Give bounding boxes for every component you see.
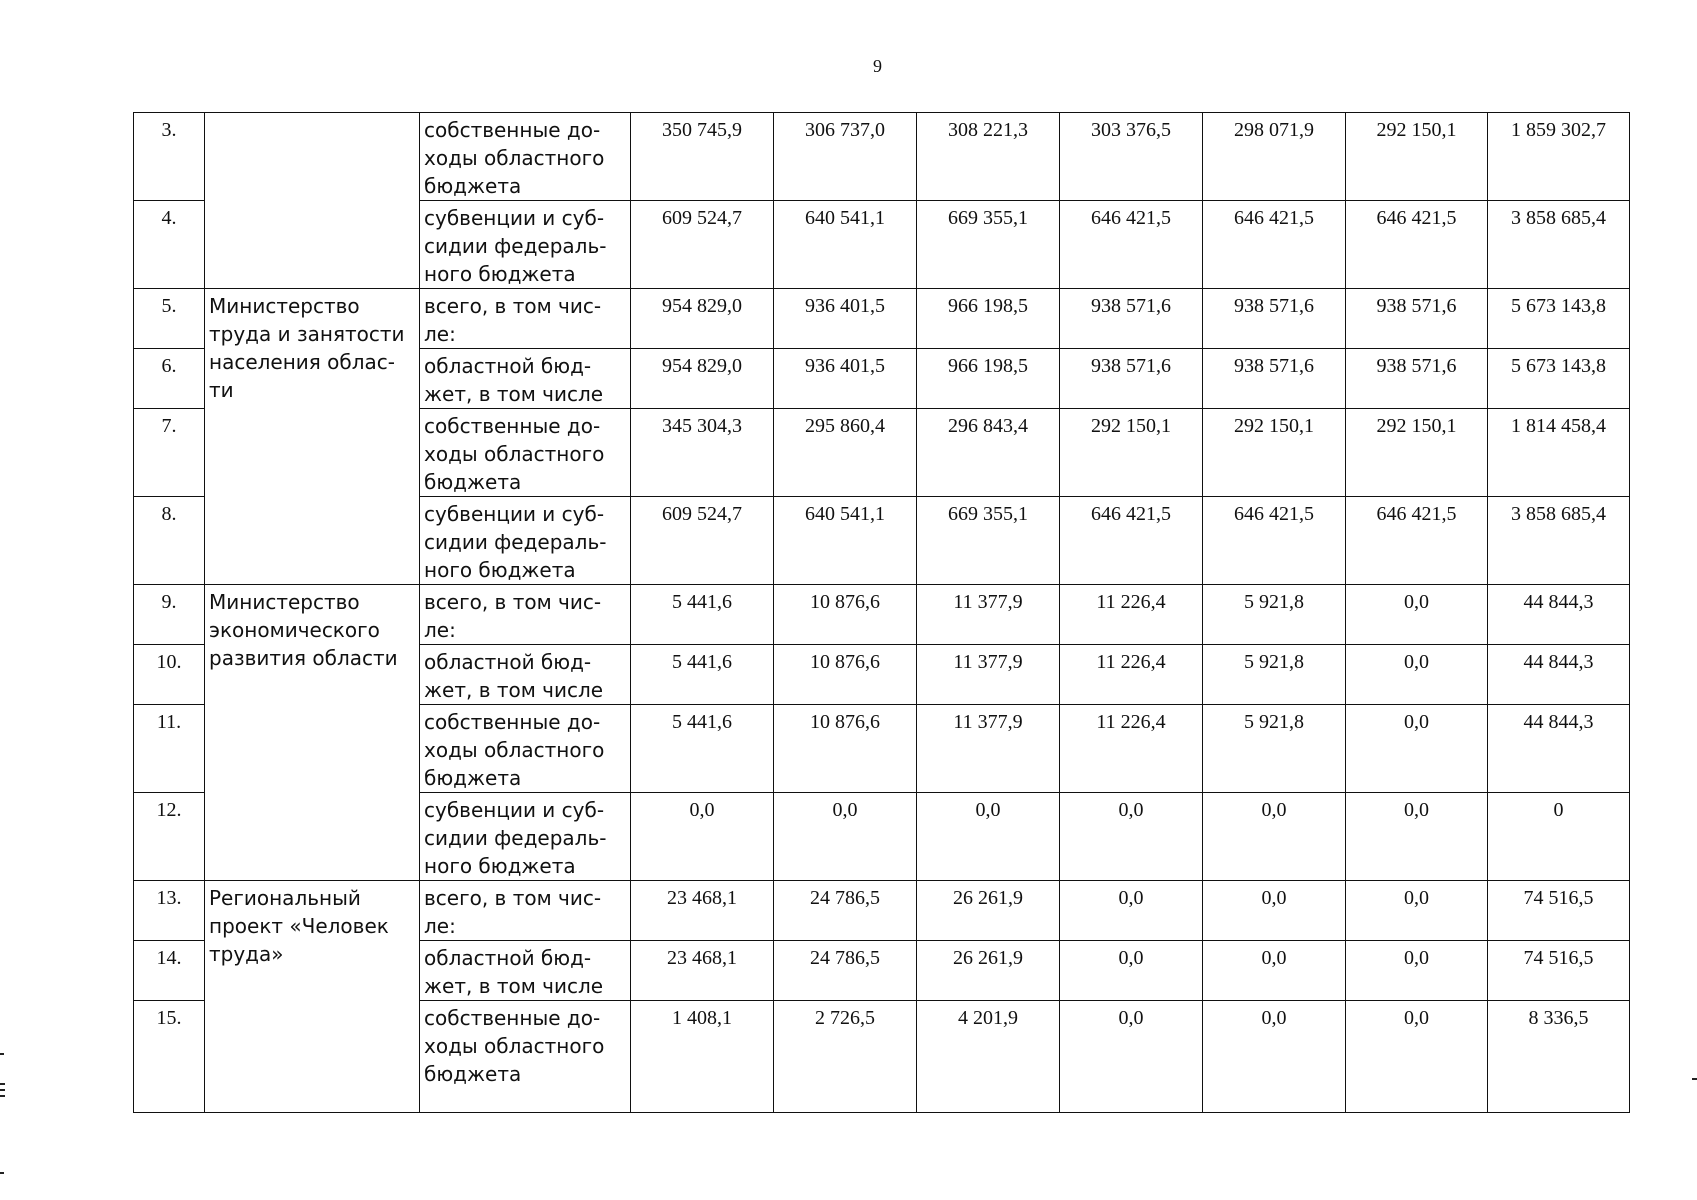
value-year-6: 938 571,6 bbox=[1346, 289, 1488, 349]
value-year-2: 640 541,1 bbox=[774, 497, 917, 585]
value-year-3: 669 355,1 bbox=[917, 497, 1060, 585]
value-year-4: 0,0 bbox=[1060, 793, 1203, 881]
value-year-2: 936 401,5 bbox=[774, 349, 917, 409]
value-year-4: 11 226,4 bbox=[1060, 585, 1203, 645]
scan-mark bbox=[1692, 1078, 1697, 1080]
value-year-5: 298 071,9 bbox=[1203, 113, 1346, 201]
value-year-6: 0,0 bbox=[1346, 1001, 1488, 1113]
row-number: 12. bbox=[134, 793, 205, 881]
value-total: 1 859 302,7 bbox=[1488, 113, 1630, 201]
value-total: 8 336,5 bbox=[1488, 1001, 1630, 1113]
value-year-4: 303 376,5 bbox=[1060, 113, 1203, 201]
page-number: 9 bbox=[873, 56, 882, 76]
value-year-3: 669 355,1 bbox=[917, 201, 1060, 289]
scan-mark bbox=[0, 1089, 5, 1091]
organization-cell bbox=[205, 113, 420, 289]
value-total: 74 516,5 bbox=[1488, 941, 1630, 1001]
value-year-1: 1 408,1 bbox=[631, 1001, 774, 1113]
row-number: 7. bbox=[134, 409, 205, 497]
value-year-4: 292 150,1 bbox=[1060, 409, 1203, 497]
value-year-4: 0,0 bbox=[1060, 1001, 1203, 1113]
row-number: 14. bbox=[134, 941, 205, 1001]
value-year-6: 0,0 bbox=[1346, 705, 1488, 793]
value-year-5: 5 921,8 bbox=[1203, 705, 1346, 793]
value-year-2: 640 541,1 bbox=[774, 201, 917, 289]
row-number: 3. bbox=[134, 113, 205, 201]
value-year-6: 0,0 bbox=[1346, 645, 1488, 705]
funding-source: областной бюд-жет, в том числе bbox=[420, 941, 631, 1001]
value-year-5: 938 571,6 bbox=[1203, 289, 1346, 349]
value-year-2: 24 786,5 bbox=[774, 881, 917, 941]
value-total: 5 673 143,8 bbox=[1488, 349, 1630, 409]
value-total: 5 673 143,8 bbox=[1488, 289, 1630, 349]
value-year-1: 5 441,6 bbox=[631, 585, 774, 645]
value-year-1: 609 524,7 bbox=[631, 201, 774, 289]
value-year-1: 23 468,1 bbox=[631, 941, 774, 1001]
row-number: 9. bbox=[134, 585, 205, 645]
organization-cell: Министерство экономического развития области bbox=[205, 585, 420, 881]
value-year-6: 0,0 bbox=[1346, 793, 1488, 881]
value-year-4: 646 421,5 bbox=[1060, 201, 1203, 289]
scan-mark bbox=[0, 1172, 4, 1174]
funding-source: собственные до-ходы областного бюджета bbox=[420, 113, 631, 201]
value-year-5: 646 421,5 bbox=[1203, 497, 1346, 585]
funding-source: всего, в том чис-ле: bbox=[420, 881, 631, 941]
funding-source: собственные до-ходы областного бюджета bbox=[420, 705, 631, 793]
row-number: 8. bbox=[134, 497, 205, 585]
value-year-5: 5 921,8 bbox=[1203, 585, 1346, 645]
value-year-4: 938 571,6 bbox=[1060, 289, 1203, 349]
value-year-2: 295 860,4 bbox=[774, 409, 917, 497]
funding-source: субвенции и суб-сидии федераль-ного бюджета bbox=[420, 793, 631, 881]
value-year-2: 936 401,5 bbox=[774, 289, 917, 349]
funding-source: областной бюд-жет, в том числе bbox=[420, 645, 631, 705]
budget-table bbox=[133, 112, 1630, 1113]
value-year-2: 306 737,0 bbox=[774, 113, 917, 201]
funding-source: субвенции и суб-сидии федераль-ного бюджета bbox=[420, 497, 631, 585]
funding-source: всего, в том чис-ле: bbox=[420, 289, 631, 349]
value-year-1: 345 304,3 bbox=[631, 409, 774, 497]
value-year-5: 646 421,5 bbox=[1203, 201, 1346, 289]
value-year-1: 0,0 bbox=[631, 793, 774, 881]
table-row bbox=[134, 585, 1630, 645]
value-year-6: 292 150,1 bbox=[1346, 409, 1488, 497]
organization-cell: Региональный проект «Человек труда» bbox=[205, 881, 420, 1113]
value-year-3: 966 198,5 bbox=[917, 289, 1060, 349]
value-year-1: 350 745,9 bbox=[631, 113, 774, 201]
value-year-2: 0,0 bbox=[774, 793, 917, 881]
value-year-2: 10 876,6 bbox=[774, 585, 917, 645]
value-year-4: 646 421,5 bbox=[1060, 497, 1203, 585]
value-year-6: 0,0 bbox=[1346, 941, 1488, 1001]
funding-source: областной бюд-жет, в том числе bbox=[420, 349, 631, 409]
value-year-4: 938 571,6 bbox=[1060, 349, 1203, 409]
row-number: 15. bbox=[134, 1001, 205, 1113]
value-year-4: 11 226,4 bbox=[1060, 645, 1203, 705]
value-total: 1 814 458,4 bbox=[1488, 409, 1630, 497]
scan-mark bbox=[0, 1053, 4, 1055]
row-number: 11. bbox=[134, 705, 205, 793]
value-total: 74 516,5 bbox=[1488, 881, 1630, 941]
value-year-1: 5 441,6 bbox=[631, 645, 774, 705]
value-year-3: 308 221,3 bbox=[917, 113, 1060, 201]
value-year-6: 646 421,5 bbox=[1346, 201, 1488, 289]
row-number: 4. bbox=[134, 201, 205, 289]
value-year-2: 10 876,6 bbox=[774, 705, 917, 793]
value-year-1: 5 441,6 bbox=[631, 705, 774, 793]
value-year-3: 11 377,9 bbox=[917, 705, 1060, 793]
value-year-3: 26 261,9 bbox=[917, 941, 1060, 1001]
value-year-6: 0,0 bbox=[1346, 585, 1488, 645]
row-number: 10. bbox=[134, 645, 205, 705]
value-year-2: 10 876,6 bbox=[774, 645, 917, 705]
table-row bbox=[134, 289, 1630, 349]
funding-source: собственные до-ходы областного бюджета bbox=[420, 1001, 631, 1113]
value-year-3: 0,0 bbox=[917, 793, 1060, 881]
value-year-5: 938 571,6 bbox=[1203, 349, 1346, 409]
value-year-5: 0,0 bbox=[1203, 1001, 1346, 1113]
value-total: 44 844,3 bbox=[1488, 585, 1630, 645]
value-year-3: 26 261,9 bbox=[917, 881, 1060, 941]
value-year-3: 4 201,9 bbox=[917, 1001, 1060, 1113]
value-total: 44 844,3 bbox=[1488, 705, 1630, 793]
value-year-1: 609 524,7 bbox=[631, 497, 774, 585]
value-year-2: 24 786,5 bbox=[774, 941, 917, 1001]
value-year-4: 11 226,4 bbox=[1060, 705, 1203, 793]
organization-cell: Министерство труда и занятости населения облас-ти bbox=[205, 289, 420, 585]
value-total: 3 858 685,4 bbox=[1488, 497, 1630, 585]
value-year-6: 0,0 bbox=[1346, 881, 1488, 941]
row-number: 5. bbox=[134, 289, 205, 349]
value-year-6: 646 421,5 bbox=[1346, 497, 1488, 585]
value-total: 44 844,3 bbox=[1488, 645, 1630, 705]
value-year-3: 296 843,4 bbox=[917, 409, 1060, 497]
row-number: 13. bbox=[134, 881, 205, 941]
value-year-5: 5 921,8 bbox=[1203, 645, 1346, 705]
value-year-6: 292 150,1 bbox=[1346, 113, 1488, 201]
table-row bbox=[134, 881, 1630, 941]
value-year-5: 292 150,1 bbox=[1203, 409, 1346, 497]
value-year-4: 0,0 bbox=[1060, 941, 1203, 1001]
funding-source: всего, в том чис-ле: bbox=[420, 585, 631, 645]
value-year-5: 0,0 bbox=[1203, 881, 1346, 941]
value-year-3: 11 377,9 bbox=[917, 645, 1060, 705]
funding-source: субвенции и суб-сидии федераль-ного бюджета bbox=[420, 201, 631, 289]
value-total: 3 858 685,4 bbox=[1488, 201, 1630, 289]
value-year-2: 2 726,5 bbox=[774, 1001, 917, 1113]
row-number: 6. bbox=[134, 349, 205, 409]
value-year-1: 954 829,0 bbox=[631, 349, 774, 409]
value-year-4: 0,0 bbox=[1060, 881, 1203, 941]
value-year-3: 11 377,9 bbox=[917, 585, 1060, 645]
scan-mark bbox=[0, 1083, 5, 1085]
funding-source: собственные до-ходы областного бюджета bbox=[420, 409, 631, 497]
value-total: 0 bbox=[1488, 793, 1630, 881]
value-year-1: 23 468,1 bbox=[631, 881, 774, 941]
value-year-5: 0,0 bbox=[1203, 941, 1346, 1001]
value-year-1: 954 829,0 bbox=[631, 289, 774, 349]
value-year-3: 966 198,5 bbox=[917, 349, 1060, 409]
scan-mark bbox=[0, 1095, 5, 1097]
value-year-5: 0,0 bbox=[1203, 793, 1346, 881]
value-year-6: 938 571,6 bbox=[1346, 349, 1488, 409]
table-row bbox=[134, 113, 1630, 201]
